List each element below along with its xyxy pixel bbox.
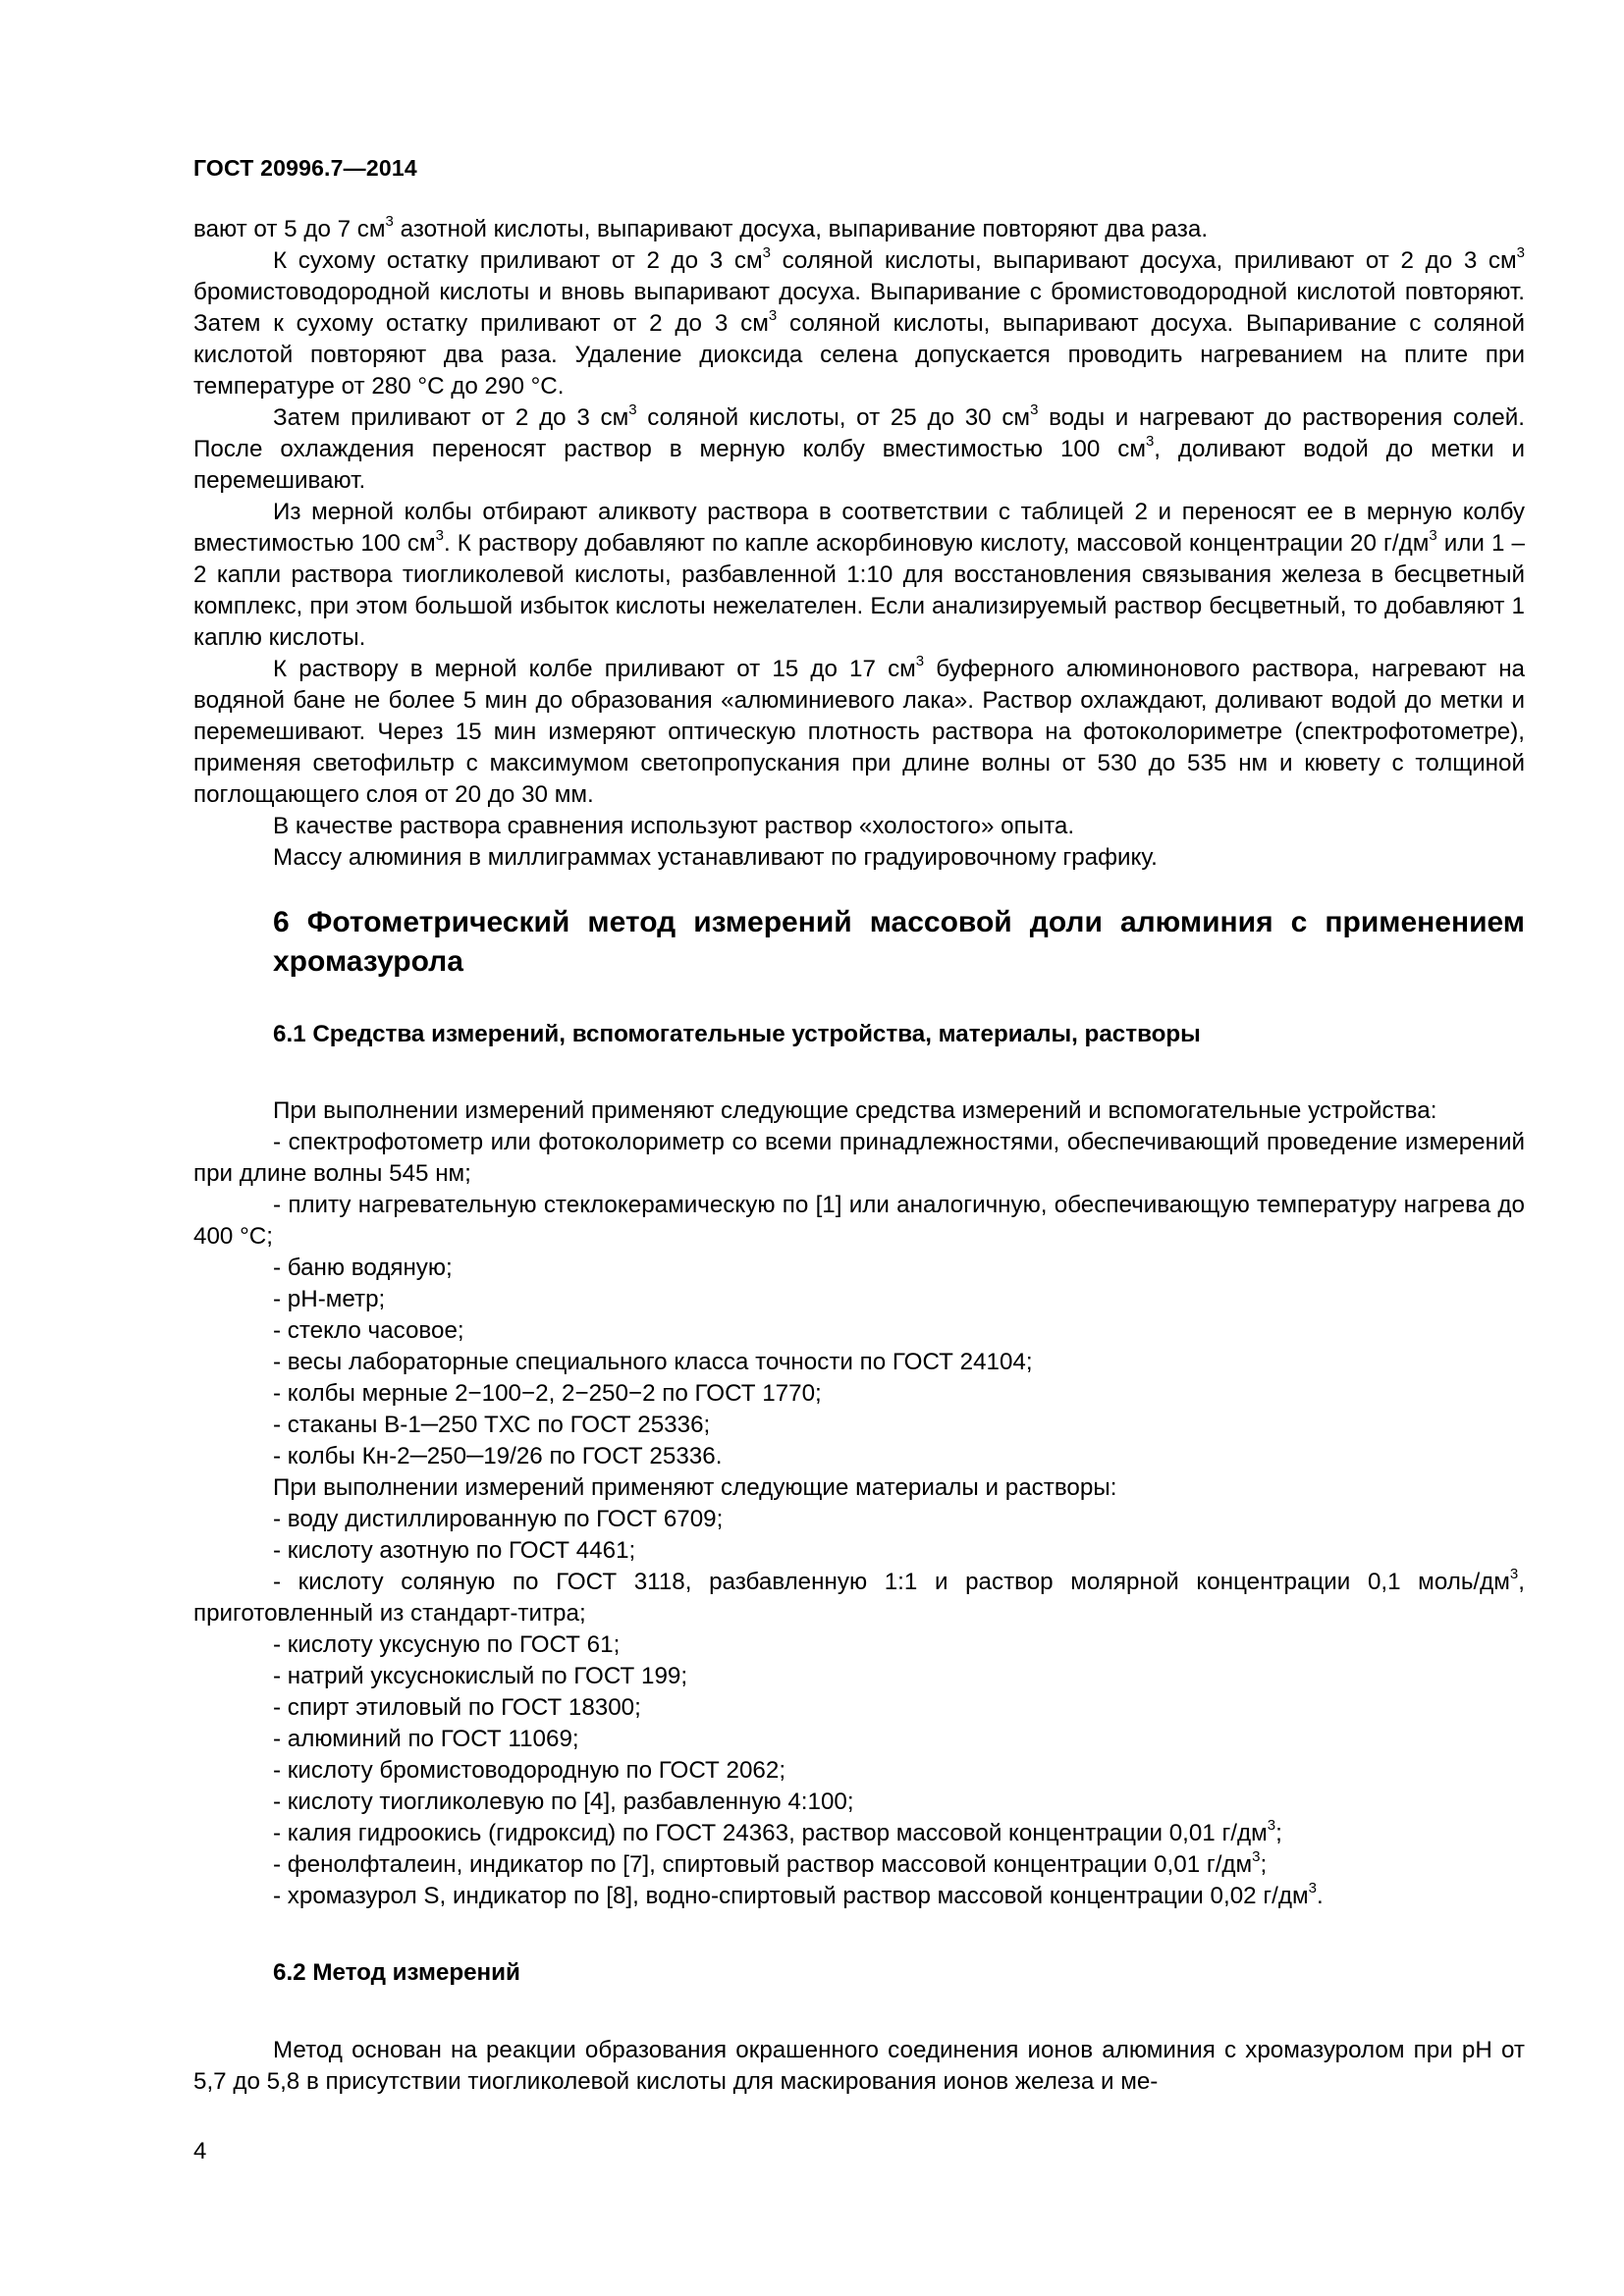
- paragraph: К сухому остатку приливают от 2 до 3 $см^3$ соляной кислоты, выпаривают досуха, приливают от 2 до 3 $см^3$ бромистоводородной кислоты и вновь выпаривают досуха. Выпаривание с бромистоводородной кислотой повторяют. Затем к сухому остатку приливают от 2 до 3 $см^3$ соляной кислоты, выпаривают досуха. Выпаривание с соляной кислотой повторяют два раза. Удаление диоксида селена допускается проводить нагреванием на плите при температуре от 280 °С до 290 °С.: [193, 244, 1525, 400]
- material-item: - хромазурол S, индикатор по [8], водно-спиртовый раствор массовой концентрации 0,02 $г/дм^3$.: [273, 1880, 1324, 1909]
- equipment-item: - плиту нагревательную стеклокерамическую по [1] или аналогичную, обеспечивающую температуру нагрева до 400 °С;: [193, 1192, 1525, 1250]
- equipment-item: - спектрофотометр или фотоколориметр со всеми принадлежностями, обеспечивающий проведение измерений при длине волны 545 нм;: [193, 1129, 1525, 1187]
- equipment-item: - колбы Кн-2─250─19/26 по ГОСТ 25336.: [273, 1443, 723, 1469]
- page-content: [193, 214, 1525, 2098]
- equipment-item: - колбы мерные 2−100−2, 2−250−2 по ГОСТ 1770;: [273, 1380, 822, 1407]
- material-item: - калия гидроокись (гидроксид) по ГОСТ 24363, раствор массовой концентрации 0,01 $г/дм^3$;: [273, 1817, 1282, 1846]
- material-item: - фенолфталеин, индикатор по [7], спиртовый раствор массовой концентрации 0,01 $г/дм^3$;: [273, 1848, 1268, 1878]
- equipment-item: - баню водяную;: [273, 1255, 453, 1281]
- material-item: - кислоту уксусную по ГОСТ 61;: [273, 1631, 621, 1658]
- document-code-header: ГОСТ 20996.7—2014: [193, 155, 417, 181]
- paragraph: При выполнении измерений применяют следующие средства измерений и вспомогательные устройства:: [273, 1097, 1437, 1124]
- paragraph: К раствору в мерной колбе приливают от 15 до 17 $см^3$ буферного алюминонового раствора, нагревают на водяной бане не более 5 мин до образования «алюминиевого лака». Раствор охлаждают, доливают водой до метки и перемешивают. Через 15 мин измеряют оптическую плотность раствора на фотоколориметре (спектрофотометре), применяя светофильтр с максимумом светопропускания при длине волны от 530 до 535 нм и кювету с толщиной поглощающего слоя от 20 до 30 мм.: [193, 653, 1525, 808]
- paragraph: В качестве раствора сравнения используют раствор «холостого» опыта.: [273, 813, 1075, 839]
- equipment-item: - стекло часовое;: [273, 1317, 464, 1344]
- paragraph: При выполнении измерений применяют следующие материалы и растворы:: [273, 1474, 1117, 1501]
- material-item: - натрий уксуснокислый по ГОСТ 199;: [273, 1663, 688, 1689]
- paragraph: Метод основан на реакции образования окрашенного соединения ионов алюминия с хромазуролом при рН от 5,7 до 5,8 в присутствии тиогликолевой кислоты для маскирования ионов железа и ме-: [193, 2037, 1525, 2095]
- section-6-title: 6 Фотометрический метод измерений массовой доли алюминия с применением хромазурола: [273, 906, 1525, 978]
- subsection-6-2-title: 6.2 Метод измерений: [273, 1959, 520, 1986]
- subsection-6-1-title: 6.1 Средства измерений, вспомогательные устройства, материалы, растворы: [273, 1021, 1201, 1047]
- paragraph: вают от 5 до 7 $см^3$ азотной кислоты, выпаривают досуха, выпаривание повторяют два раза.: [193, 213, 1209, 242]
- material-item: - кислоту азотную по ГОСТ 4461;: [273, 1537, 636, 1564]
- equipment-item: - рН-метр;: [273, 1286, 386, 1312]
- paragraph: Массу алюминия в миллиграммах устанавливают по градуировочному графику.: [273, 844, 1158, 871]
- equipment-item: - весы лабораторные специального класса точности по ГОСТ 24104;: [273, 1349, 1033, 1375]
- page-number: 4: [193, 2138, 207, 2164]
- material-item: - кислоту соляную по ГОСТ 3118, разбавленную 1:1 и раствор молярной концентрации 0,1 моль/$дм^3$, приготовленный из стандарт-титра;: [193, 1566, 1525, 1627]
- material-item: - алюминий по ГОСТ 11069;: [273, 1726, 579, 1752]
- material-item: - спирт этиловый по ГОСТ 18300;: [273, 1694, 641, 1721]
- paragraph: Из мерной колбы отбирают аликвоту раствора в соответствии с таблицей 2 и переносят ее в мерную колбу вместимостью 100 $см^3$. К раствору добавляют по капле аскорбиновую кислоту, массовой концентрации 20 $г/дм^3$ или 1 – 2 капли раствора тиогликолевой кислоты, разбавленной 1:10 для восстановления связывания железа в бесцветный комплекс, при этом большой избыток кислоты нежелателен. Если анализируемый раствор бесцветный, то добавляют 1 каплю кислоты.: [193, 499, 1526, 651]
- equipment-item: - стаканы В-1─250 ТХС по ГОСТ 25336;: [273, 1412, 711, 1438]
- material-item: - кислоту бромистоводородную по ГОСТ 2062;: [273, 1757, 786, 1784]
- material-item: - воду дистиллированную по ГОСТ 6709;: [273, 1506, 724, 1532]
- paragraph: Затем приливают от 2 до 3 $см^3$ соляной кислоты, от 25 до 30 $см^3$ воды и нагревают до растворения солей. После охлаждения переносят раствор в мерную колбу вместимостью 100 $см^3$, доливают водой до метки и перемешивают.: [193, 401, 1526, 494]
- material-item: - кислоту тиогликолевую по [4], разбавленную 4:100;: [273, 1789, 854, 1815]
